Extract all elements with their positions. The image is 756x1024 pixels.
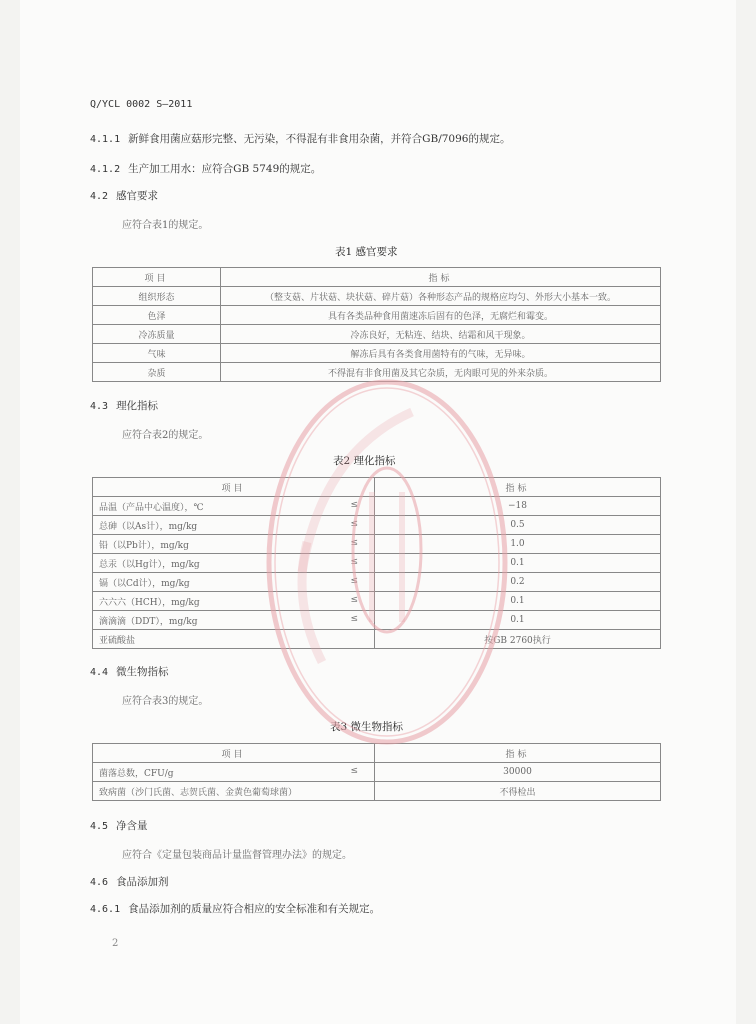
header-item: 项目 [93,744,375,763]
table-row [93,592,661,611]
cell-indicator: （整支菇、片状菇、块状菇、碎片菇）各种形态产品的规格应均匀、外形大小基本一致。 [221,287,661,306]
table-row [93,306,661,325]
table-row [93,611,661,630]
cell-value: 0.5 [375,516,661,535]
header-indicator: 指标 [375,478,661,497]
table-row [93,363,661,382]
clause-4-5-body: 应符合《定量包装商品计量监督管理办法》的规定。 [122,850,352,861]
cell-item: 冷冻质量 [93,325,221,344]
table2-caption: 表2 理化指标 [333,455,396,467]
cell-item [93,497,375,516]
cell-indicator: 解冻后具有各类食用菌特有的气味，无异味。 [221,344,661,363]
header-indicator: 指标 [221,268,661,287]
cell-value: 不得检出 [375,782,661,801]
cell-value: 30000 [375,763,661,782]
clause-number: 4.1.2 [90,164,121,175]
cell-value: 1.0 [375,535,661,554]
item-label: 镉（以Cd计），mg/kg [99,578,190,589]
cell-item [93,535,375,554]
clause-4-3-heading [90,398,158,413]
le-symbol: ≤ [350,765,358,776]
cell-value: 按GB 2760执行 [375,630,661,649]
header-indicator: 指标 [375,744,661,763]
table-row [93,630,661,649]
clause-text: 净含量 [116,820,148,832]
cell-item: 杂质 [93,363,221,382]
cell-indicator: 不得混有非食用菌及其它杂质，无肉眼可见的外来杂质。 [221,363,661,382]
table1-caption: 表1 感官要求 [335,246,398,258]
cell-indicator: 冷冻良好，无粘连、结块、结霜和风干现象。 [221,325,661,344]
le-symbol: ≤ [350,556,358,567]
header-item: 项目 [93,478,375,497]
clause-text: 生产加工用水：应符合GB 5749的规定。 [128,163,322,175]
clause-4-6-heading [90,874,169,889]
clause-number: 4.5 [90,821,109,832]
table3-microbial [92,743,661,801]
table-row [93,554,661,573]
item-label: 品温（产品中心温度），℃ [99,502,204,513]
item-label: 总砷（以As计），mg/kg [99,521,198,532]
cell-item [93,592,375,611]
le-symbol: ≤ [350,594,358,605]
cell-value: 0.2 [375,573,661,592]
cell-value: −18 [375,497,661,516]
page-number: 2 [112,938,119,949]
le-symbol: ≤ [350,613,358,624]
clause-4-1-1 [90,131,510,146]
table-row [93,497,661,516]
clause-4-5-heading [90,818,148,833]
table-header-row [93,478,661,497]
table-row [93,535,661,554]
table-row [93,573,661,592]
cell-item: 色泽 [93,306,221,325]
le-symbol: ≤ [350,499,358,510]
cell-item: 组织形态 [93,287,221,306]
cell-indicator: 具有各类品种食用菌速冻后固有的色泽，无腐烂和霉变。 [221,306,661,325]
clause-4-1-2 [90,161,321,176]
clause-4-3-body: 应符合表2的规定。 [122,430,209,441]
cell-item [93,554,375,573]
table-header-row [93,268,661,287]
le-symbol: ≤ [350,537,358,548]
clause-text: 理化指标 [116,400,159,412]
le-symbol: ≤ [350,518,358,529]
clause-text: 新鲜食用菌应菇形完整、无污染，不得混有非食用杂菌，并符合GB/7096的规定。 [128,133,511,145]
le-symbol: ≤ [350,575,358,586]
clause-4-4-body: 应符合表3的规定。 [122,696,209,707]
cell-value: 0.1 [375,592,661,611]
clause-number: 4.3 [90,401,109,412]
table-row [93,516,661,535]
item-label: 总汞（以Hg计），mg/kg [99,559,200,570]
cell-value: 0.1 [375,554,661,573]
item-label: 滴滴滴（DDT），mg/kg [99,616,198,627]
cell-item [93,573,375,592]
cell-item [93,611,375,630]
clause-4-2-body: 应符合表1的规定。 [122,220,209,231]
table2-physicochemical [92,477,661,649]
clause-text: 微生物指标 [116,666,169,678]
header-item: 项目 [93,268,221,287]
table1-sensory [92,267,661,382]
clause-4-4-heading [90,664,169,679]
clause-text: 感官要求 [116,190,159,202]
table-row [93,344,661,363]
clause-number: 4.1.1 [90,134,121,145]
cell-item [93,763,375,782]
table-row [93,763,661,782]
table-row [93,287,661,306]
item-label: 六六六（HCH），mg/kg [99,597,200,608]
clause-number: 4.6.1 [90,904,121,915]
clause-number: 4.6 [90,877,109,888]
cell-item: 致病菌（沙门氏菌、志贺氏菌、金黄色葡萄球菌） [93,782,375,801]
clause-4-6-1 [90,901,380,916]
clause-4-2-heading [90,188,158,203]
cell-item: 气味 [93,344,221,363]
clause-number: 4.2 [90,191,109,202]
cell-item: 亚硫酸盐 [93,630,375,649]
item-label: 铅（以Pb计），mg/kg [99,540,189,551]
table-row [93,782,661,801]
table-row [93,325,661,344]
cell-item [93,516,375,535]
standard-number-header: Q/YCL 0002 S—2011 [90,99,193,110]
cell-value: 0.1 [375,611,661,630]
table-header-row [93,744,661,763]
clause-text: 食品添加剂 [116,876,169,888]
clause-number: 4.4 [90,667,109,678]
clause-text: 食品添加剂的质量应符合相应的安全标准和有关规定。 [128,903,381,915]
item-label: 菌落总数，CFU/g [99,768,174,779]
table3-caption: 表3 微生物指标 [330,721,404,733]
